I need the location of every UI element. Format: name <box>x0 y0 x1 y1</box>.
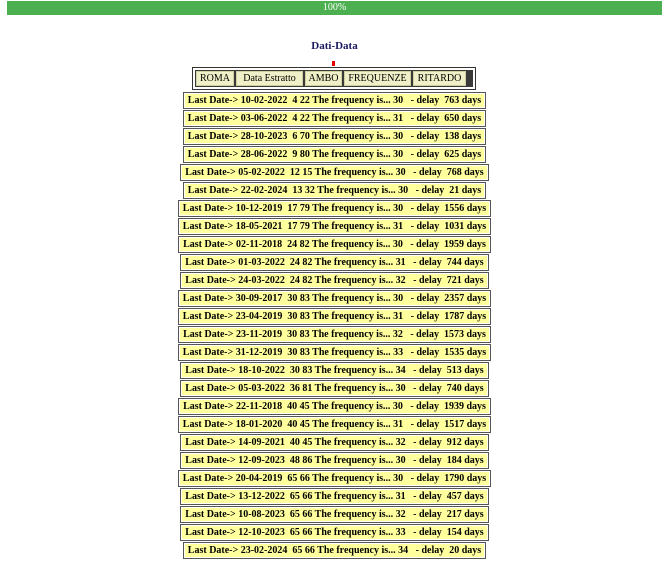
table-row <box>0 163 669 181</box>
row-cell <box>183 128 486 145</box>
row-cell <box>180 434 488 451</box>
row-cell <box>183 146 486 163</box>
row-text: Last Date-> 05-02-2022 12 15 The frequency is... 30 - delay 768 days <box>182 166 486 179</box>
row-text: Last Date-> 01-03-2022 24 82 The frequency is... 31 - delay 744 days <box>182 256 486 269</box>
row-cell <box>180 272 488 289</box>
row-text: Last Date-> 18-01-2020 40 45 The frequency is... 31 - delay 1517 days <box>180 418 489 431</box>
row-text: Last Date-> 10-02-2022 4 22 The frequency is... 30 - delay 763 days <box>185 94 484 107</box>
table-row <box>0 109 669 127</box>
row-cell <box>180 524 488 541</box>
table-row <box>0 253 669 271</box>
table-row <box>0 487 669 505</box>
header-data-estratto: Data Estratto <box>236 71 303 86</box>
table-row <box>0 325 669 343</box>
row-text: Last Date-> 23-02-2024 65 66 The frequency is... 34 - delay 20 days <box>185 544 484 557</box>
header-frequenze: FREQUENZE <box>344 71 411 86</box>
row-text: Last Date-> 14-09-2021 40 45 The frequency is... 32 - delay 912 days <box>182 436 486 449</box>
row-text: Last Date-> 12-10-2023 65 66 The frequency is... 33 - delay 154 days <box>182 526 486 539</box>
row-text: Last Date-> 28-06-2022 9 80 The frequency is... 30 - delay 625 days <box>185 148 484 161</box>
table-row <box>0 199 669 217</box>
table-row <box>0 433 669 451</box>
table-row <box>0 127 669 145</box>
table-row <box>0 451 669 469</box>
row-text: Last Date-> 30-09-2017 30 83 The frequency is... 30 - delay 2357 days <box>180 292 489 305</box>
header-ritardo: RITARDO <box>413 71 466 86</box>
table-row <box>0 145 669 163</box>
row-cell <box>178 308 491 325</box>
table-header <box>192 67 476 90</box>
header-roma: ROMA <box>196 71 234 86</box>
row-cell <box>183 182 486 199</box>
row-text: Last Date-> 12-09-2023 48 86 The frequency is... 30 - delay 184 days <box>182 454 486 467</box>
row-text: Last Date-> 10-12-2019 17 79 The frequency is... 30 - delay 1556 days <box>180 202 489 215</box>
row-cell <box>180 452 488 469</box>
row-cell <box>178 470 491 487</box>
table-header-row <box>195 70 473 87</box>
row-text: Last Date-> 22-02-2024 13 32 The frequency is... 30 - delay 21 days <box>185 184 484 197</box>
table-row <box>0 307 669 325</box>
row-cell <box>178 236 491 253</box>
row-text: Last Date-> 18-10-2022 30 83 The frequency is... 34 - delay 513 days <box>182 364 486 377</box>
row-text: Last Date-> 20-04-2019 65 66 The frequency is... 30 - delay 1790 days <box>180 472 489 485</box>
row-text: Last Date-> 31-12-2019 30 83 The frequency is... 33 - delay 1535 days <box>180 346 489 359</box>
row-cell <box>178 326 491 343</box>
table-row <box>0 343 669 361</box>
row-text: Last Date-> 18-05-2021 17 79 The frequency is... 31 - delay 1031 days <box>180 220 489 233</box>
row-cell <box>180 164 488 181</box>
row-text: Last Date-> 22-11-2018 40 45 The frequency is... 30 - delay 1939 days <box>180 400 489 413</box>
row-cell <box>180 380 488 397</box>
table-row <box>0 523 669 541</box>
progress-bar <box>7 1 662 15</box>
progress-fill <box>7 1 662 15</box>
row-text: Last Date-> 10-08-2023 65 66 The frequency is... 32 - delay 217 days <box>182 508 486 521</box>
table-row <box>0 361 669 379</box>
row-text: Last Date-> 23-04-2019 30 83 The frequency is... 31 - delay 1787 days <box>180 310 489 323</box>
table-row <box>0 415 669 433</box>
row-cell <box>180 506 488 523</box>
table-row <box>0 541 669 559</box>
table-row <box>0 505 669 523</box>
progress-label: 100% <box>322 2 347 13</box>
table-row <box>0 217 669 235</box>
row-text: Last Date-> 13-12-2022 65 66 The frequency is... 31 - delay 457 days <box>182 490 486 503</box>
row-cell <box>180 254 488 271</box>
table-row <box>0 469 669 487</box>
row-cell <box>180 488 488 505</box>
table-row <box>0 235 669 253</box>
data-rows <box>0 91 669 559</box>
table-row <box>0 181 669 199</box>
row-text: Last Date-> 02-11-2018 24 82 The frequency is... 30 - delay 1959 days <box>180 238 489 251</box>
row-cell <box>183 542 486 559</box>
row-cell <box>178 344 491 361</box>
row-cell <box>180 362 488 379</box>
table-row <box>0 289 669 307</box>
table-row <box>0 91 669 109</box>
page-title: Dati-Data <box>311 40 358 52</box>
table-row <box>0 397 669 415</box>
row-cell <box>178 200 491 217</box>
row-cell <box>178 290 491 307</box>
row-cell <box>178 416 491 433</box>
row-cell <box>183 92 486 109</box>
row-cell <box>178 218 491 235</box>
row-text: Last Date-> 03-06-2022 4 22 The frequency is... 31 - delay 650 days <box>185 112 484 125</box>
table-row <box>0 379 669 397</box>
row-text: Last Date-> 28-10-2023 6 70 The frequency is... 30 - delay 138 days <box>185 130 484 143</box>
row-text: Last Date-> 24-03-2022 24 82 The frequency is... 32 - delay 721 days <box>182 274 486 287</box>
table-row <box>0 271 669 289</box>
header-ambo: AMBO <box>305 71 342 86</box>
row-text: Last Date-> 05-03-2022 36 81 The frequency is... 30 - delay 740 days <box>182 382 486 395</box>
red-marker <box>332 61 335 66</box>
row-cell <box>183 110 486 127</box>
row-cell <box>178 398 491 415</box>
row-text: Last Date-> 23-11-2019 30 83 The frequency is... 32 - delay 1573 days <box>180 328 489 341</box>
